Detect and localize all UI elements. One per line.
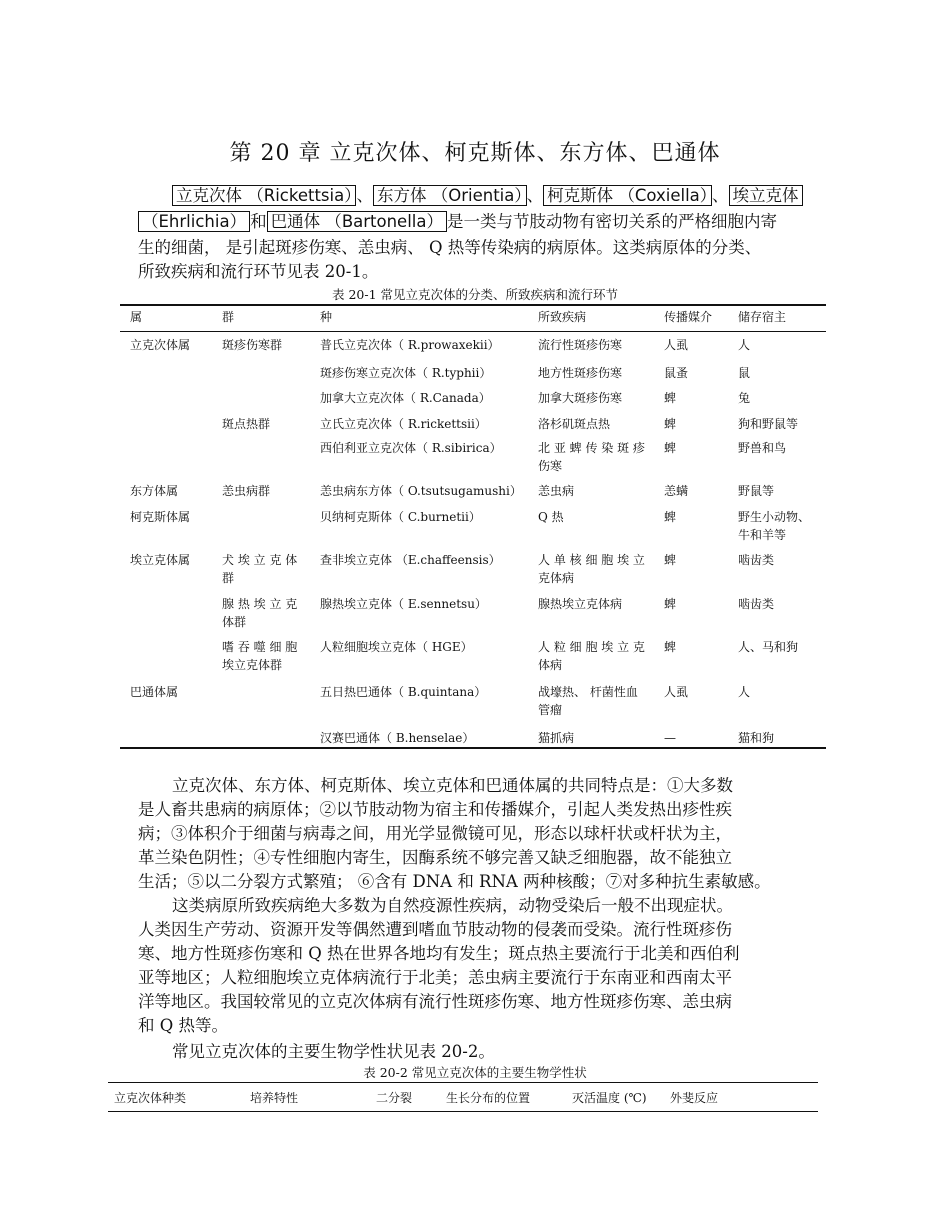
intro-line-1: 立克次体 （Rickettsia） 、 东方体 （Orientia） 、 柯克斯体 （Coxiella） 、 埃立克体 (172, 184, 803, 207)
genus-box-orientia: 东方体 （Orientia） (373, 185, 527, 206)
table-1-header-genus: 属 (130, 310, 143, 324)
genus-box-ehrlichia-b: （Ehrlichia） (138, 211, 250, 232)
body-line: 这类病原所致疾病绝大多数为自然疫源性疾病，动物受染后一般不出现症状。 (172, 896, 733, 915)
genus-box-rickettsia: 立克次体 （Rickettsia） (172, 185, 356, 206)
intro-line-3: 生的细菌， 是引起斑疹伤寒、恙虫病、 Q 热等传染病的病原体。这类病原体的分类、 (138, 238, 762, 257)
table-row-disease: 洛杉矶斑点热 (538, 417, 611, 431)
intro-line-2: （Ehrlichia） 和 巴通体 （Bartonella） 是一类与节肢动物有密切关系的严格细胞内寄 (138, 210, 777, 233)
table-row-species: 五日热巴通体（ B.quintana） (320, 685, 487, 699)
table-row-vector: 人虱 (664, 685, 689, 699)
table-row-group: 腺 热 埃 立 克 体群 (222, 597, 298, 629)
table-row-species: 贝纳柯克斯体（ C.burnetii） (320, 510, 481, 524)
table-row-host: 猫和狗 (738, 731, 775, 745)
body-line: 人类因生产劳动、资源开发等偶然遭到嗜血节肢动物的侵袭而受染。流行性斑疹伤 (138, 920, 732, 939)
body-line: 立克次体、东方体、柯克斯体、埃立克体和巴通体属的共同特点是：①大多数 (172, 776, 733, 795)
body-line: 是人畜共患病的病原体；②以节肢动物为宿主和传播媒介，引起人类发热出疹性疾 (138, 800, 732, 819)
table-1-header-host: 储存宿主 (738, 310, 787, 324)
body-line: 洋等地区。我国较常见的立克次体病有流行性斑疹伤寒、地方性斑疹伤寒、恙虫病 (138, 992, 732, 1011)
table-row-species: 立氏立克次体（ R.rickettsii） (320, 417, 487, 431)
table-row-group: 恙虫病群 (222, 484, 271, 498)
table-row-vector: 蜱 (664, 640, 677, 654)
body-line: 寒、地方性斑疹伤寒和 Q 热在世界各地均有发生；斑点热主要流行于北美和西伯利 (138, 944, 740, 963)
table-row-vector: 蜱 (664, 597, 677, 611)
table-row-host: 野生小动物、牛和羊等 (738, 510, 811, 542)
table-row-genus: 埃立克体属 (130, 553, 191, 567)
table-row-disease: 战壕热、 杆菌性血管瘤 (538, 685, 638, 717)
table-row-vector: 蜱 (664, 391, 677, 405)
table-2-top-rule (108, 1082, 818, 1083)
table-2-header-culture: 培养特性 (250, 1091, 299, 1105)
table-1-bottom-rule (120, 747, 826, 749)
table-row-group: 犬 埃 立 克 体 群 (222, 553, 298, 585)
table-row-disease: 人 单 核 细 胞 埃 立 克体病 (538, 553, 645, 585)
table-row-species: 查非埃立克体 （E.chaffeensis） (320, 553, 501, 567)
table-1-header-group: 群 (222, 310, 235, 324)
table-2-header-type: 立克次体种类 (114, 1091, 187, 1105)
body-line: 亚等地区；人粒细胞埃立克体病流行于北美；恙虫病主要流行于东南亚和西南太平 (138, 968, 732, 987)
table-row-host: 野兽和鸟 (738, 441, 787, 455)
intro-line-4: 所致疾病和流行环节见表 20-1。 (138, 262, 379, 281)
table-row-vector: 蜱 (664, 441, 677, 455)
table-row-disease: 流行性斑疹伤寒 (538, 338, 623, 352)
table-1-header-disease: 所致疾病 (538, 310, 587, 324)
table-row-vector: 恙螨 (664, 484, 689, 498)
table-1-header-rule (120, 331, 826, 332)
table-row-host: 鼠 (738, 366, 751, 380)
table-row-disease: Q 热 (538, 510, 564, 524)
table-row-host: 人 (738, 685, 751, 699)
table-row-disease: 北 亚 蜱 传 染 斑 疹 伤寒 (538, 441, 645, 473)
table-row-host: 啮齿类 (738, 553, 775, 567)
table-2-header-growth-location: 生长分布的位置 (446, 1091, 531, 1105)
genus-box-bartonella: 巴通体 （Bartonella） (267, 211, 447, 232)
table-row-disease: 猫抓病 (538, 731, 575, 745)
table-row-vector: — (664, 731, 676, 745)
table-row-species: 斑疹伤寒立克次体（ R.typhii） (320, 366, 492, 380)
table-1-header-vector: 传播媒介 (664, 310, 713, 324)
table-2-header-inactivation-temp: 灭活温度 (℃) (572, 1091, 647, 1105)
table-row-disease: 加拿大斑疹伤寒 (538, 391, 623, 405)
body-line: 革兰染色阴性；④专性细胞内寄生，因酶系统不够完善又缺乏细胞器，故不能独立 (138, 848, 732, 867)
table-row-host: 兔 (738, 391, 751, 405)
body-line: 病；③体积介于细菌与病毒之间，用光学显微镜可见，形态以球杆状或杆状为主， (138, 824, 732, 843)
table-row-species: 恙虫病东方体（ O.tsutsugamushi） (320, 484, 522, 498)
table-1-caption: 表 20-1 常见立克次体的分类、所致疾病和流行环节 (331, 287, 619, 302)
table-row-host: 啮齿类 (738, 597, 775, 611)
table-row-vector: 蜱 (664, 553, 677, 567)
table-row-vector: 鼠蚤 (664, 366, 689, 380)
table-row-group: 斑疹伤寒群 (222, 338, 283, 352)
table-row-group: 斑点热群 (222, 417, 271, 431)
table-row-species: 汉赛巴通体（ B.henselae） (320, 731, 475, 745)
genus-box-coxiella: 柯克斯体 （Coxiella） (543, 185, 712, 206)
table-row-group: 嗜 吞 噬 细 胞 埃立克体群 (222, 640, 298, 672)
body-line: 和 Q 热等。 (138, 1016, 229, 1035)
table-row-host: 人 (738, 338, 751, 352)
table-row-host: 狗和野鼠等 (738, 417, 799, 431)
table-row-vector: 人虱 (664, 338, 689, 352)
body-line: 常见立克次体的主要生物学性状见表 20-2。 (172, 1042, 495, 1061)
table-row-vector: 蜱 (664, 417, 677, 431)
table-row-vector: 蜱 (664, 510, 677, 524)
body-line: 生活；⑤以二分裂方式繁殖； ⑥含有 DNA 和 RNA 两种核酸；⑦对多种抗生素敏感。 (138, 872, 771, 891)
table-row-genus: 巴通体属 (130, 685, 179, 699)
genus-box-ehrlichia-a: 埃立克体 (729, 185, 803, 206)
table-row-genus: 柯克斯体属 (130, 510, 191, 524)
table-row-species: 腺热埃立克体（ E.sennetsu） (320, 597, 487, 611)
table-row-disease: 人 粒 细 胞 埃 立 克 体病 (538, 640, 645, 672)
chapter-title: 第 20 章 立克次体、柯克斯体、东方体、巴通体 (229, 141, 721, 166)
table-row-host: 人、马和狗 (738, 640, 799, 654)
table-row-disease: 腺热埃立克体病 (538, 597, 623, 611)
table-row-species: 加拿大立克次体（ R.Canada） (320, 391, 491, 405)
table-2-header-binary-fission: 二分裂 (376, 1091, 413, 1105)
table-row-disease: 恙虫病 (538, 484, 575, 498)
table-row-host: 野鼠等 (738, 484, 775, 498)
table-2-header-weil-felix: 外斐反应 (670, 1091, 719, 1105)
table-2-caption: 表 20-2 常见立克次体的主要生物学性状 (363, 1065, 587, 1080)
table-row-species: 西伯利亚立克次体（ R.sibirica） (320, 441, 502, 455)
table-row-species: 人粒细胞埃立克体（ HGE） (320, 640, 473, 654)
table-2-header-rule (108, 1111, 818, 1112)
table-row-species: 普氏立克次体（ R.prowaxekii） (320, 338, 500, 352)
table-row-genus: 立克次体属 (130, 338, 191, 352)
table-row-genus: 东方体属 (130, 484, 179, 498)
table-1-header-species: 种 (320, 310, 333, 324)
table-row-disease: 地方性斑疹伤寒 (538, 366, 623, 380)
